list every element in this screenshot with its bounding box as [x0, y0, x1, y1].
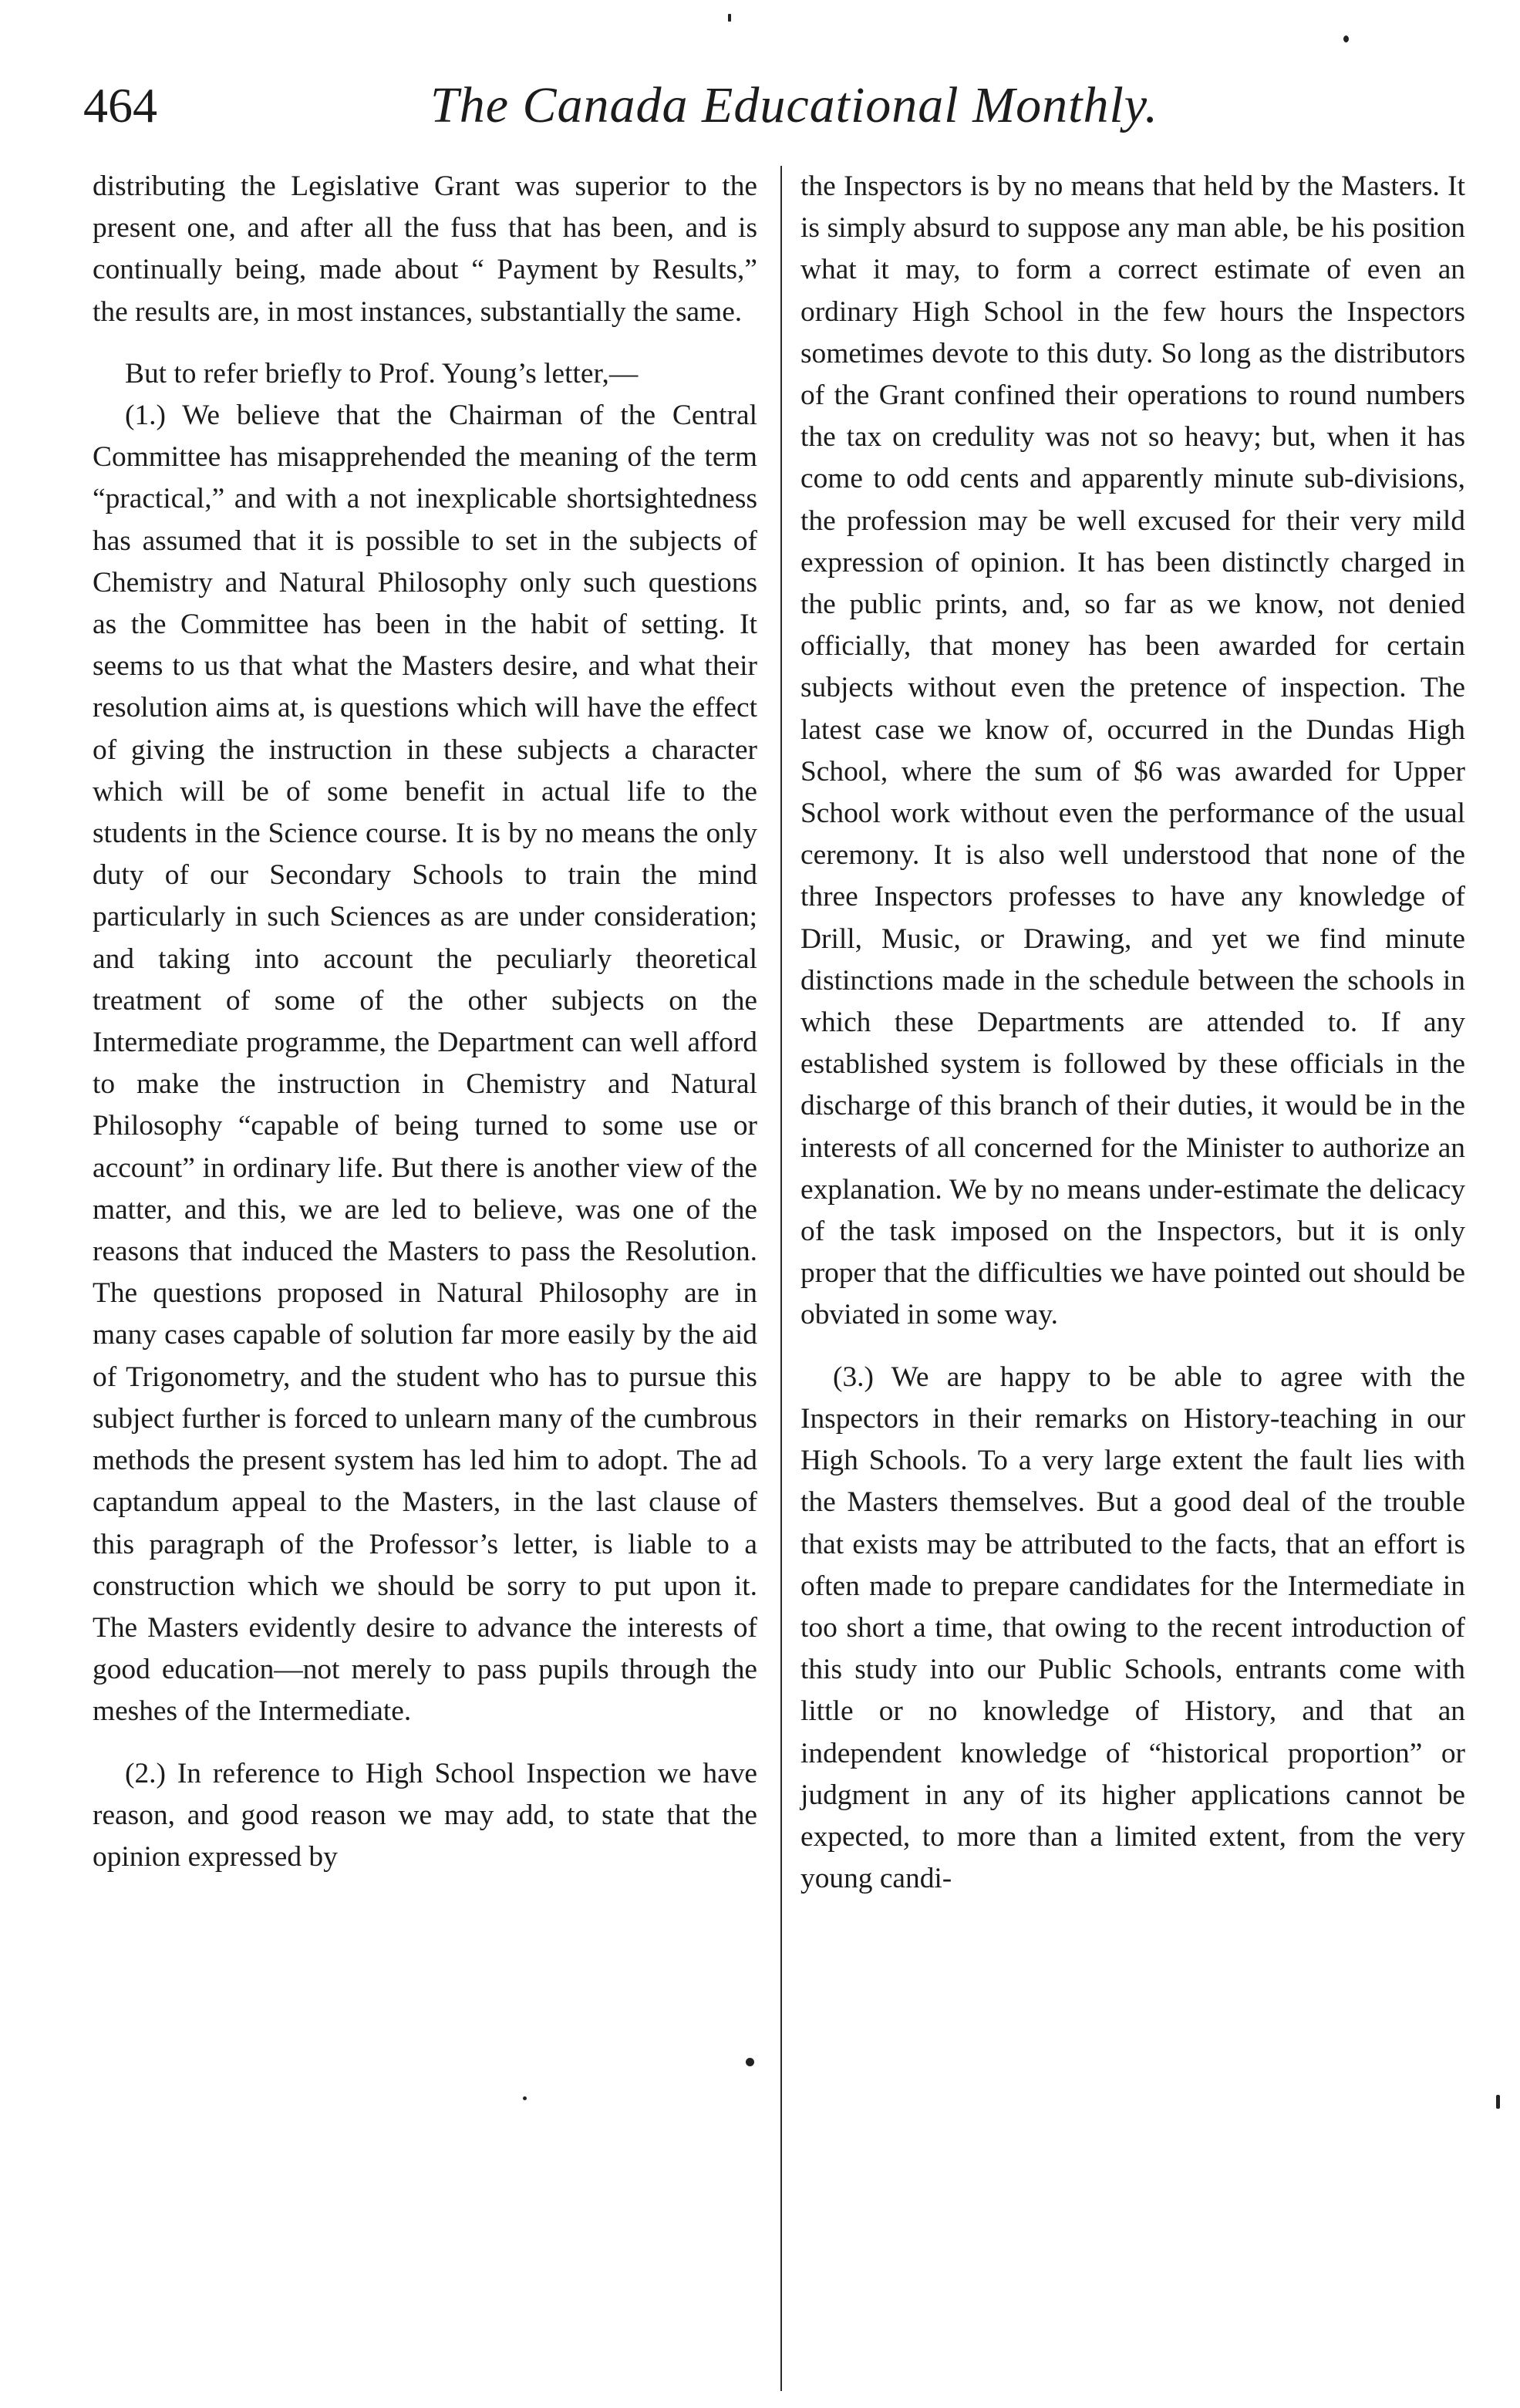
- paragraph: distributing the Legislative Grant was superior to the present one, and after all the fuss that has been, and is continually being, made about “ Payment by Results,” the results are, in most instances, substantially the same.: [93, 170, 757, 328]
- paragraph: But to refer briefly to Prof. Young’s letter,—: [125, 357, 639, 390]
- running-title: The Canada Educational Monthly.: [430, 77, 1158, 133]
- left-column: [93, 166, 757, 1878]
- paragraph: (1.) We believe that the Chairman of the Central Committee has misapprehended the meaning of the term “practical,” and with a not inexplicable shortsightedness has assumed that it is possible to set in the subjects of Chemistry and Natural Philosophy only such questions as the Committee has been in the habit of setting. It seems to us that what the Masters desire, and what their resolution aims at, is questions which will have the effect of giving the instruction in these subjects a character which will be of some benefit in actual life to the students in the Science course. It is by no means the only duty of our Secondary Schools to train the mind particularly in such Sciences as are under consideration; and taking into account the peculiarly theoretical treatment of some of the other subjects on the Intermediate programme, the Department can well afford to make the instruction in Chemistry and Natural Philosophy “capable of being turned to some use or account” in ordinary life. But there is another view of the matter, and this, we are led to believe, was one of the reasons that induced the Masters to pass the Resolution. The questions proposed in Natural Philosophy are in many cases capable of solution far more easily by the aid of Trigonometry, and the student who has to pursue this subject further is forced to unlearn many of the cumbrous methods the present system has led him to adopt. The ad captandum appeal to the Masters, in the last clause of this paragraph of the Professor’s letter, is liable to a construction which we should be sorry to put upon it. The Masters evidently desire to advance the interests of good education—not merely to pass pupils through the meshes of the Intermediate.: [93, 400, 757, 1728]
- paragraph: (2.) In reference to High School Inspection we have reason, and good reason we may add, to state that the opinion expressed by: [93, 1757, 757, 1873]
- page-number: 464: [83, 78, 157, 133]
- page-header: [83, 71, 1464, 140]
- column-divider: [780, 166, 782, 2391]
- paragraph: (3.) We are happy to be able to agree with the Inspectors in their remarks on History-teaching in our High Schools. To a very large extent the fault lies with the Masters themselves. But a good deal of the trouble that exists may be attributed to the facts, that an effort is often made to prepare candidates for the Intermediate in too short a time, that owing to the recent introduction of this study into our Public Schools, entrants come with little or no knowledge of History, and that an independent knowledge of “historical proportion” or judgment in any of its higher applications cannot be expected, to more than a limited extent, from the very young candi-: [800, 1361, 1465, 1895]
- right-column: [800, 166, 1465, 1900]
- paragraph: the Inspectors is by no means that held by the Masters. It is simply absurd to suppose any man able, be his position what it may, to form a correct estimate of even an ordinary High School in the few hours the Inspectors sometimes devote to this duty. So long as the distributors of the Grant confined their operations to round numbers the tax on credulity was not so heavy; but, when it has come to odd cents and apparently minute sub-divisions, the profession may be well excused for their very mild expression of opinion. It has been distinctly charged in the public prints, and, so far as we know, not denied officially, that money has been awarded for certain subjects without even the pretence of inspection. The latest case we know of, occurred in the Dundas High School, where the sum of $6 was awarded for Upper School work without even the performance of the usual ceremony. It is also well understood that none of the three Inspectors professes to have any knowledge of Drill, Music, or Drawing, and yet we find minute distinctions made in the schedule between the schools in which these Departments are attended to. If any established system is followed by these officials in the discharge of this branch of their duties, it would be in the interests of all concerned for the Minister to authorize an explanation. We by no means under-estimate the delicacy of the task imposed on the Inspectors, but it is only proper that the difficulties we have pointed out should be obviated in some way.: [800, 170, 1465, 1331]
